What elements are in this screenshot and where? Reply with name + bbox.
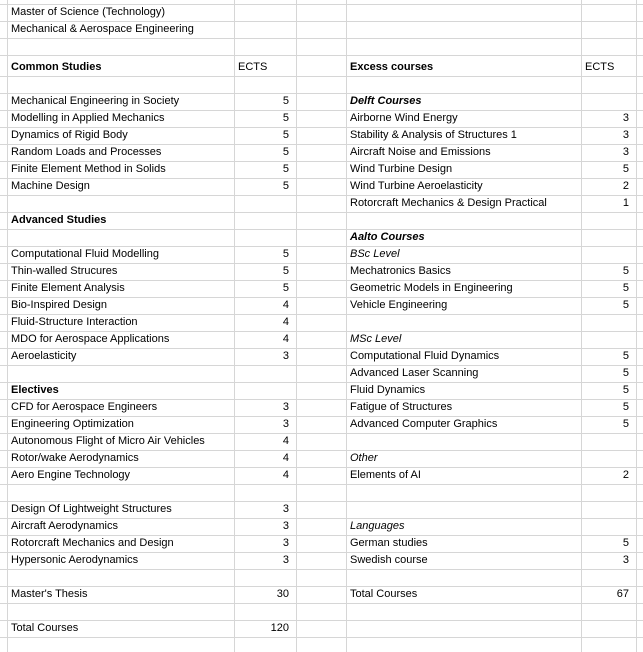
ects-value-cell[interactable]: 2 bbox=[582, 468, 637, 485]
empty-cell[interactable] bbox=[0, 536, 8, 553]
empty-cell[interactable] bbox=[582, 502, 637, 519]
course-name-cell[interactable]: Autonomous Flight of Micro Air Vehicles bbox=[8, 434, 235, 451]
empty-cell[interactable] bbox=[0, 77, 8, 94]
empty-cell[interactable] bbox=[637, 570, 643, 587]
ects-value-cell[interactable]: 67 bbox=[582, 587, 637, 604]
empty-cell[interactable] bbox=[637, 587, 643, 604]
empty-cell[interactable] bbox=[347, 604, 582, 621]
empty-cell[interactable] bbox=[235, 77, 297, 94]
empty-cell[interactable] bbox=[297, 638, 347, 652]
empty-cell[interactable] bbox=[0, 281, 8, 298]
empty-cell[interactable] bbox=[0, 56, 8, 77]
course-name-cell[interactable]: Engineering Optimization bbox=[8, 417, 235, 434]
empty-cell[interactable] bbox=[347, 39, 582, 56]
empty-cell[interactable] bbox=[637, 298, 643, 315]
ects-value-cell[interactable]: 5 bbox=[235, 281, 297, 298]
empty-cell[interactable] bbox=[297, 298, 347, 315]
ects-value-cell[interactable]: 5 bbox=[235, 128, 297, 145]
course-name-cell[interactable]: Aircraft Noise and Emissions bbox=[347, 145, 582, 162]
empty-cell[interactable] bbox=[0, 162, 8, 179]
course-name-cell[interactable]: German studies bbox=[347, 536, 582, 553]
empty-cell[interactable] bbox=[0, 587, 8, 604]
empty-cell[interactable] bbox=[637, 247, 643, 264]
empty-cell[interactable] bbox=[582, 332, 637, 349]
ects-value-cell[interactable]: 5 bbox=[582, 400, 637, 417]
empty-cell[interactable] bbox=[637, 230, 643, 247]
course-name-cell[interactable]: Geometric Models in Engineering bbox=[347, 281, 582, 298]
empty-cell[interactable] bbox=[637, 332, 643, 349]
ects-value-cell[interactable]: 5 bbox=[235, 145, 297, 162]
course-name-cell[interactable]: Modelling in Applied Mechanics bbox=[8, 111, 235, 128]
section-header-cell[interactable]: Aalto Courses bbox=[347, 230, 582, 247]
course-name-cell[interactable]: Advanced Computer Graphics bbox=[347, 417, 582, 434]
empty-cell[interactable] bbox=[582, 77, 637, 94]
course-name-cell[interactable]: Random Loads and Processes bbox=[8, 145, 235, 162]
section-header-cell[interactable]: Excess courses bbox=[347, 56, 582, 77]
empty-cell[interactable] bbox=[235, 638, 297, 652]
empty-cell[interactable] bbox=[582, 604, 637, 621]
empty-cell[interactable] bbox=[235, 366, 297, 383]
empty-cell[interactable] bbox=[637, 638, 643, 652]
empty-cell[interactable] bbox=[582, 519, 637, 536]
empty-cell[interactable] bbox=[235, 39, 297, 56]
ects-value-cell[interactable]: 3 bbox=[582, 128, 637, 145]
course-name-cell[interactable]: Fluid-Structure Interaction bbox=[8, 315, 235, 332]
empty-cell[interactable] bbox=[582, 94, 637, 111]
empty-cell[interactable] bbox=[8, 196, 235, 213]
course-name-cell[interactable]: Master of Science (Technology) bbox=[8, 5, 235, 22]
empty-cell[interactable] bbox=[0, 39, 8, 56]
empty-cell[interactable] bbox=[637, 56, 643, 77]
course-name-cell[interactable]: Total Courses bbox=[8, 621, 235, 638]
ects-value-cell[interactable]: 5 bbox=[582, 417, 637, 434]
empty-cell[interactable] bbox=[297, 451, 347, 468]
empty-cell[interactable] bbox=[0, 434, 8, 451]
empty-cell[interactable] bbox=[0, 485, 8, 502]
ects-value-cell[interactable]: 30 bbox=[235, 587, 297, 604]
ects-value-cell[interactable]: 4 bbox=[235, 298, 297, 315]
empty-cell[interactable] bbox=[235, 213, 297, 230]
ects-value-cell[interactable]: 3 bbox=[235, 400, 297, 417]
course-name-cell[interactable]: Machine Design bbox=[8, 179, 235, 196]
course-name-cell[interactable]: Aircraft Aerodynamics bbox=[8, 519, 235, 536]
empty-cell[interactable] bbox=[297, 230, 347, 247]
course-name-cell[interactable]: Rotorcraft Mechanics and Design bbox=[8, 536, 235, 553]
empty-cell[interactable] bbox=[297, 179, 347, 196]
empty-cell[interactable] bbox=[582, 638, 637, 652]
section-header-cell[interactable]: Languages bbox=[347, 519, 582, 536]
course-name-cell[interactable]: Computational Fluid Modelling bbox=[8, 247, 235, 264]
course-name-cell[interactable]: Fluid Dynamics bbox=[347, 383, 582, 400]
empty-cell[interactable] bbox=[297, 604, 347, 621]
empty-cell[interactable] bbox=[637, 485, 643, 502]
empty-cell[interactable] bbox=[637, 315, 643, 332]
ects-value-cell[interactable]: 5 bbox=[235, 264, 297, 281]
empty-cell[interactable] bbox=[297, 315, 347, 332]
empty-cell[interactable] bbox=[0, 638, 8, 652]
empty-cell[interactable] bbox=[0, 400, 8, 417]
empty-cell[interactable] bbox=[235, 22, 297, 39]
empty-cell[interactable] bbox=[235, 5, 297, 22]
course-name-cell[interactable]: Fatigue of Structures bbox=[347, 400, 582, 417]
section-header-cell[interactable]: BSc Level bbox=[347, 247, 582, 264]
empty-cell[interactable] bbox=[0, 451, 8, 468]
empty-cell[interactable] bbox=[297, 485, 347, 502]
ects-value-cell[interactable]: 2 bbox=[582, 179, 637, 196]
course-name-cell[interactable]: MDO for Aerospace Applications bbox=[8, 332, 235, 349]
empty-cell[interactable] bbox=[582, 315, 637, 332]
ects-value-cell[interactable]: 120 bbox=[235, 621, 297, 638]
empty-cell[interactable] bbox=[297, 247, 347, 264]
empty-cell[interactable] bbox=[637, 434, 643, 451]
empty-cell[interactable] bbox=[637, 145, 643, 162]
empty-cell[interactable] bbox=[637, 22, 643, 39]
empty-cell[interactable] bbox=[8, 638, 235, 652]
section-header-cell[interactable]: Delft Courses bbox=[347, 94, 582, 111]
empty-cell[interactable] bbox=[637, 417, 643, 434]
course-name-cell[interactable]: Elements of AI bbox=[347, 468, 582, 485]
ects-value-cell[interactable]: 5 bbox=[235, 247, 297, 264]
course-name-cell[interactable]: Bio-Inspired Design bbox=[8, 298, 235, 315]
ects-value-cell[interactable]: 5 bbox=[235, 94, 297, 111]
empty-cell[interactable] bbox=[0, 111, 8, 128]
empty-cell[interactable] bbox=[297, 5, 347, 22]
empty-cell[interactable] bbox=[347, 22, 582, 39]
empty-cell[interactable] bbox=[297, 213, 347, 230]
empty-cell[interactable] bbox=[582, 570, 637, 587]
empty-cell[interactable] bbox=[235, 604, 297, 621]
empty-cell[interactable] bbox=[0, 553, 8, 570]
ects-value-cell[interactable]: 5 bbox=[582, 298, 637, 315]
empty-cell[interactable] bbox=[347, 638, 582, 652]
empty-cell[interactable] bbox=[582, 213, 637, 230]
empty-cell[interactable] bbox=[637, 383, 643, 400]
empty-cell[interactable] bbox=[8, 230, 235, 247]
empty-cell[interactable] bbox=[347, 315, 582, 332]
empty-cell[interactable] bbox=[347, 502, 582, 519]
empty-cell[interactable] bbox=[637, 264, 643, 281]
empty-cell[interactable] bbox=[637, 604, 643, 621]
empty-cell[interactable] bbox=[235, 570, 297, 587]
empty-cell[interactable] bbox=[297, 349, 347, 366]
empty-cell[interactable] bbox=[0, 196, 8, 213]
course-name-cell[interactable]: CFD for Aerospace Engineers bbox=[8, 400, 235, 417]
empty-cell[interactable] bbox=[0, 417, 8, 434]
course-name-cell[interactable]: Rotor/wake Aerodynamics bbox=[8, 451, 235, 468]
empty-cell[interactable] bbox=[297, 536, 347, 553]
course-name-cell[interactable]: Wind Turbine Aeroelasticity bbox=[347, 179, 582, 196]
course-name-cell[interactable]: Aero Engine Technology bbox=[8, 468, 235, 485]
empty-cell[interactable] bbox=[297, 519, 347, 536]
empty-cell[interactable] bbox=[637, 621, 643, 638]
ects-value-cell[interactable]: 5 bbox=[582, 383, 637, 400]
empty-cell[interactable] bbox=[347, 621, 582, 638]
ects-value-cell[interactable]: 3 bbox=[582, 111, 637, 128]
empty-cell[interactable] bbox=[297, 128, 347, 145]
empty-cell[interactable] bbox=[0, 179, 8, 196]
empty-cell[interactable] bbox=[297, 621, 347, 638]
empty-cell[interactable] bbox=[637, 451, 643, 468]
empty-cell[interactable] bbox=[297, 434, 347, 451]
empty-cell[interactable] bbox=[0, 349, 8, 366]
course-name-cell[interactable]: Finite Element Method in Solids bbox=[8, 162, 235, 179]
ects-value-cell[interactable]: 4 bbox=[235, 468, 297, 485]
course-name-cell[interactable]: Design Of Lightweight Structures bbox=[8, 502, 235, 519]
course-name-cell[interactable]: Airborne Wind Energy bbox=[347, 111, 582, 128]
course-name-cell[interactable]: Wind Turbine Design bbox=[347, 162, 582, 179]
empty-cell[interactable] bbox=[0, 502, 8, 519]
empty-cell[interactable] bbox=[582, 451, 637, 468]
course-name-cell[interactable]: Hypersonic Aerodynamics bbox=[8, 553, 235, 570]
ects-value-cell[interactable]: 3 bbox=[235, 519, 297, 536]
course-name-cell[interactable]: Computational Fluid Dynamics bbox=[347, 349, 582, 366]
empty-cell[interactable] bbox=[297, 77, 347, 94]
empty-cell[interactable] bbox=[297, 468, 347, 485]
empty-cell[interactable] bbox=[637, 179, 643, 196]
ects-value-cell[interactable]: 4 bbox=[235, 451, 297, 468]
empty-cell[interactable] bbox=[637, 468, 643, 485]
empty-cell[interactable] bbox=[297, 39, 347, 56]
empty-cell[interactable] bbox=[637, 349, 643, 366]
empty-cell[interactable] bbox=[637, 553, 643, 570]
course-name-cell[interactable]: Thin-walled Strucures bbox=[8, 264, 235, 281]
empty-cell[interactable] bbox=[297, 400, 347, 417]
section-header-cell[interactable]: MSc Level bbox=[347, 332, 582, 349]
course-name-cell[interactable]: Mechatronics Basics bbox=[347, 264, 582, 281]
empty-cell[interactable] bbox=[0, 383, 8, 400]
empty-cell[interactable] bbox=[8, 604, 235, 621]
ects-value-cell[interactable]: 5 bbox=[235, 162, 297, 179]
course-name-cell[interactable]: Master's Thesis bbox=[8, 587, 235, 604]
ects-header-cell[interactable]: ECTS bbox=[582, 56, 637, 77]
empty-cell[interactable] bbox=[582, 39, 637, 56]
course-name-cell[interactable]: Rotorcraft Mechanics & Design Practical bbox=[347, 196, 582, 213]
empty-cell[interactable] bbox=[0, 22, 8, 39]
empty-cell[interactable] bbox=[0, 94, 8, 111]
empty-cell[interactable] bbox=[0, 5, 8, 22]
empty-cell[interactable] bbox=[637, 39, 643, 56]
ects-value-cell[interactable]: 5 bbox=[582, 536, 637, 553]
empty-cell[interactable] bbox=[235, 196, 297, 213]
ects-value-cell[interactable]: 3 bbox=[235, 502, 297, 519]
empty-cell[interactable] bbox=[8, 366, 235, 383]
empty-cell[interactable] bbox=[8, 485, 235, 502]
empty-cell[interactable] bbox=[637, 366, 643, 383]
empty-cell[interactable] bbox=[637, 400, 643, 417]
ects-value-cell[interactable]: 5 bbox=[582, 349, 637, 366]
empty-cell[interactable] bbox=[297, 111, 347, 128]
empty-cell[interactable] bbox=[0, 366, 8, 383]
course-name-cell[interactable]: Vehicle Engineering bbox=[347, 298, 582, 315]
empty-cell[interactable] bbox=[0, 332, 8, 349]
empty-cell[interactable] bbox=[297, 332, 347, 349]
section-header-cell[interactable]: Electives bbox=[8, 383, 235, 400]
empty-cell[interactable] bbox=[235, 383, 297, 400]
ects-value-cell[interactable]: 5 bbox=[582, 162, 637, 179]
empty-cell[interactable] bbox=[297, 366, 347, 383]
empty-cell[interactable] bbox=[0, 247, 8, 264]
ects-header-cell[interactable]: ECTS bbox=[235, 56, 297, 77]
empty-cell[interactable] bbox=[297, 417, 347, 434]
empty-cell[interactable] bbox=[582, 230, 637, 247]
empty-cell[interactable] bbox=[637, 502, 643, 519]
empty-cell[interactable] bbox=[347, 485, 582, 502]
empty-cell[interactable] bbox=[297, 502, 347, 519]
empty-cell[interactable] bbox=[0, 230, 8, 247]
section-header-cell[interactable]: Common Studies bbox=[8, 56, 235, 77]
ects-value-cell[interactable]: 5 bbox=[582, 281, 637, 298]
empty-cell[interactable] bbox=[637, 128, 643, 145]
ects-value-cell[interactable]: 4 bbox=[235, 332, 297, 349]
empty-cell[interactable] bbox=[347, 5, 582, 22]
empty-cell[interactable] bbox=[347, 77, 582, 94]
empty-cell[interactable] bbox=[0, 468, 8, 485]
empty-cell[interactable] bbox=[347, 213, 582, 230]
empty-cell[interactable] bbox=[637, 77, 643, 94]
ects-value-cell[interactable]: 3 bbox=[235, 553, 297, 570]
empty-cell[interactable] bbox=[297, 56, 347, 77]
empty-cell[interactable] bbox=[637, 536, 643, 553]
empty-cell[interactable] bbox=[637, 111, 643, 128]
course-name-cell[interactable]: Mechanical & Aerospace Engineering bbox=[8, 22, 235, 39]
ects-value-cell[interactable]: 3 bbox=[235, 349, 297, 366]
empty-cell[interactable] bbox=[297, 145, 347, 162]
course-name-cell[interactable]: Advanced Laser Scanning bbox=[347, 366, 582, 383]
empty-cell[interactable] bbox=[582, 621, 637, 638]
ects-value-cell[interactable]: 1 bbox=[582, 196, 637, 213]
empty-cell[interactable] bbox=[297, 553, 347, 570]
empty-cell[interactable] bbox=[582, 5, 637, 22]
course-name-cell[interactable]: Mechanical Engineering in Society bbox=[8, 94, 235, 111]
ects-value-cell[interactable]: 3 bbox=[582, 145, 637, 162]
empty-cell[interactable] bbox=[8, 570, 235, 587]
empty-cell[interactable] bbox=[0, 621, 8, 638]
course-name-cell[interactable]: Finite Element Analysis bbox=[8, 281, 235, 298]
empty-cell[interactable] bbox=[637, 196, 643, 213]
empty-cell[interactable] bbox=[582, 247, 637, 264]
empty-cell[interactable] bbox=[582, 485, 637, 502]
ects-value-cell[interactable]: 5 bbox=[235, 111, 297, 128]
section-header-cell[interactable]: Advanced Studies bbox=[8, 213, 235, 230]
empty-cell[interactable] bbox=[297, 264, 347, 281]
course-name-cell[interactable]: Stability & Analysis of Structures 1 bbox=[347, 128, 582, 145]
empty-cell[interactable] bbox=[347, 570, 582, 587]
empty-cell[interactable] bbox=[637, 519, 643, 536]
ects-value-cell[interactable]: 5 bbox=[582, 366, 637, 383]
empty-cell[interactable] bbox=[0, 519, 8, 536]
empty-cell[interactable] bbox=[637, 5, 643, 22]
empty-cell[interactable] bbox=[297, 281, 347, 298]
ects-value-cell[interactable]: 5 bbox=[235, 179, 297, 196]
empty-cell[interactable] bbox=[637, 213, 643, 230]
course-name-cell[interactable]: Aeroelasticity bbox=[8, 349, 235, 366]
empty-cell[interactable] bbox=[0, 604, 8, 621]
empty-cell[interactable] bbox=[347, 434, 582, 451]
section-header-cell[interactable]: Other bbox=[347, 451, 582, 468]
empty-cell[interactable] bbox=[0, 213, 8, 230]
empty-cell[interactable] bbox=[297, 94, 347, 111]
course-name-cell[interactable]: Dynamics of Rigid Body bbox=[8, 128, 235, 145]
empty-cell[interactable] bbox=[0, 264, 8, 281]
empty-cell[interactable] bbox=[297, 162, 347, 179]
empty-cell[interactable] bbox=[0, 298, 8, 315]
empty-cell[interactable] bbox=[637, 281, 643, 298]
empty-cell[interactable] bbox=[637, 94, 643, 111]
ects-value-cell[interactable]: 3 bbox=[235, 536, 297, 553]
ects-value-cell[interactable]: 5 bbox=[582, 264, 637, 281]
empty-cell[interactable] bbox=[297, 587, 347, 604]
empty-cell[interactable] bbox=[637, 162, 643, 179]
empty-cell[interactable] bbox=[582, 22, 637, 39]
empty-cell[interactable] bbox=[297, 196, 347, 213]
empty-cell[interactable] bbox=[297, 383, 347, 400]
empty-cell[interactable] bbox=[8, 77, 235, 94]
empty-cell[interactable] bbox=[0, 128, 8, 145]
course-name-cell[interactable]: Swedish course bbox=[347, 553, 582, 570]
course-name-cell[interactable]: Total Courses bbox=[347, 587, 582, 604]
empty-cell[interactable] bbox=[0, 570, 8, 587]
empty-cell[interactable] bbox=[297, 570, 347, 587]
ects-value-cell[interactable]: 4 bbox=[235, 315, 297, 332]
ects-value-cell[interactable]: 3 bbox=[235, 417, 297, 434]
empty-cell[interactable] bbox=[0, 315, 8, 332]
empty-cell[interactable] bbox=[8, 39, 235, 56]
empty-cell[interactable] bbox=[582, 434, 637, 451]
empty-cell[interactable] bbox=[0, 145, 8, 162]
empty-cell[interactable] bbox=[235, 485, 297, 502]
ects-value-cell[interactable]: 4 bbox=[235, 434, 297, 451]
empty-cell[interactable] bbox=[297, 22, 347, 39]
empty-cell[interactable] bbox=[235, 230, 297, 247]
ects-value-cell[interactable]: 3 bbox=[582, 553, 637, 570]
